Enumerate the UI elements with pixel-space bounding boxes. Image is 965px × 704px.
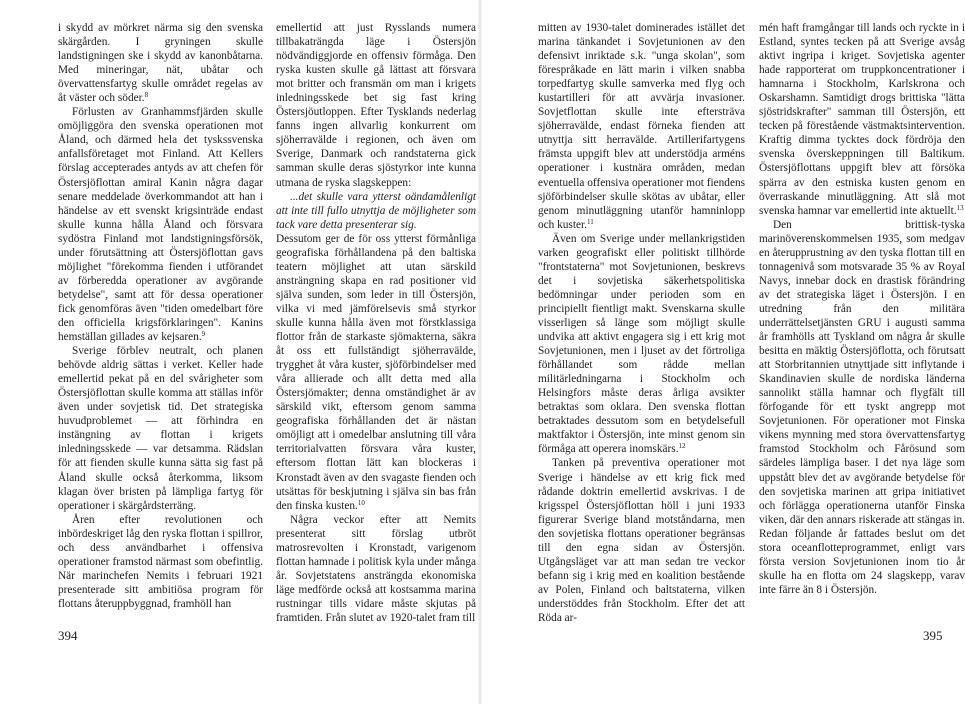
footnote-ref[interactable]: 13 bbox=[956, 203, 964, 212]
paragraph: emellertid att just Rysslands numera tillbakaträngda läge i Östersjön nödvändiggjorde en offensiv förmåga. Den ryska kusten skulle gå lättast att försvara mot britter och fransmän om man i krigets inledningsskede bet sig fast kring Östersjöutloppen. Efter Tysklands nederlag fanns ingen allvarlig konkurrent om sjöherravälde i regionen, och även om Sverige, Danmark och randstaterna gick samman skulle deras sjöstyrkor inte kunna utmana de ryska slagskeppen: bbox=[276, 22, 476, 189]
right-page-column-1 bbox=[538, 21, 745, 625]
paragraph: Sverige förblev neutralt, och planen behövde aldrig sättas i verket. Keller hade emellertid pekat på en del svårigheter som Östersjöflottan skulle komma att ställas inför även under sovjetisk tid. Det strategiska huvudproblemet — att förhindra en instängning av flottan i krigets inledningsskede — var detsamma. Rädslan för att fienden skulle kunna sätta sig fast på Åland skulle också återkomma, liksom klagan över bristen på lämpliga fartyg för operationer i skärgårdsterräng. bbox=[58, 345, 263, 512]
page-number-right: 395 bbox=[923, 628, 943, 643]
footnote-ref[interactable]: 8 bbox=[144, 91, 149, 100]
paragraph: Förlusten av Granhammsfjärden skulle omöjliggöra den svenska operationen mot Åland, och därmed hela det tyskssvenska anfallsföretaget mot Finland. Att Kellers förslag accepterades antyds av att chefen för Östersjöflottan amiral Kanin några dagar senare meddelade överkommandot att han i händelse av ett svenskt krigsinträde endast skulle kunna hålla Åland och försvara sydöstra Finland mot landstigningsförsök, under förutsättning att Östersjöflottan gavs möjlighet "förekomma fienden i utförandet av förberedda operationer av avgörande betydelse", samt att för dessa operationer fick genomföras även "tiden omedelbart före den officiella krigsförklaringen". Kanins hemställan gillades av kejsaren.$^9$ bbox=[58, 106, 263, 344]
paragraph: i skydd av mörkret närma sig den svenska skärgården. I gryningen skulle landstigningen ske i skydd av kanonbåtarna. Med mineringar, nät, ubåtar och övervattensfartyg skulle området regelas av åt väster och söder.$^8$ bbox=[58, 22, 263, 105]
footnote-ref[interactable]: 12 bbox=[678, 442, 686, 451]
paragraph: Tanken på preventiva operationer mot Sverige i händelse av ett krig fick med rådande doktrin emellertid avskrivas. I de krigsspel Östersjöflottan höll i juni 1933 figurerar Sverige bland motståndarna, men den sovjetiska flottans operationer begränsas till den egna sidan av Östersjön. Utgångsläget var att man sedan tre veckor befann sig i krig med en koalition bestående av Polen, Finland och baltstaterna, vilken understöddes från Stockholm. Efter det att Röda ar- bbox=[538, 457, 745, 624]
paragraph: Även om Sverige under mellankrigstiden varken geografiskt eller politiskt tillhörde "frontstaterna" mot Sovjetunionen, beskrevs det i sovjetiska säkerhetspolitiska bedömningar under perioden som en principiellt fientligt makt. Svenskarna skulle visserligen så länge som möjligt skulle undvika att aktivt engagera sig i ett krig mot Sovjetunionen, men i ljuset av det förtroliga förhållandet som rådde mellan militärledningarna i Stockholm och Helsingfors måste deras årliga avsikter betraktas som oklara. Den svenska flottan betraktades dessutom som en betydelsefull maktfaktor i Östersjön, inte minst genom sin förmåga att operera inomskärs.$^{12}$ bbox=[538, 232, 745, 456]
footnote-ref[interactable]: 9 bbox=[201, 330, 206, 339]
right-page-column-2 bbox=[759, 21, 965, 597]
footnote-ref[interactable]: 11 bbox=[586, 217, 594, 226]
left-page-column-1 bbox=[58, 21, 263, 611]
paragraph: Några veckor efter att Nemits presenterat sitt förslag utbröt matrosrevolten i Kronstadt, varigenom flottan hamnade i politisk kyla under många år. Sovjetstatens ansträngda ekonomiska läge medförde också att kostsamma marina rustningar tills vidare måste skjutas på framtiden. Från slutet av 1920-talet fram till bbox=[276, 513, 476, 624]
paragraph: mitten av 1930-talet dominerades istället det marina tänkandet i Sovjetunionen av den defensivt inriktade s.k. "unga skolan", som förespråkade en lätt marin i vilken snabba torpedfartyg skulle samverka med flyg och kustartilleri för att avvärja invasioner. Sovjetflottan skulle inte eftersträva sjöherravälde, endast förneka fienden att utnyttja sitt herravälde. Artillerifartygens främsta uppgift blev att understödja arméns operationer i kustnära områden, medan eventuella offensiva operationer mot fiendens sjöförbindelser skulle skötas av ubåtar, eller genom minutläggning utanför hamninlopp och kuster.$^{11}$ bbox=[538, 22, 745, 231]
book-gutter bbox=[478, 0, 482, 704]
block-quote: ...det skulle vara ytterst oändamålenligt att inte till fullo utnyttja de möjligheter som tack vare detta presenterar sig. bbox=[276, 190, 476, 231]
footnote-ref[interactable]: 10 bbox=[357, 498, 365, 507]
paragraph: Åren efter revolutionen och inbördeskriget låg den ryska flottan i spillror, och dess användbarhet i offensiva operationer framstod närmast som obefintlig. När marinchefen Nemits i februari 1921 presenterade sitt ambitiösa program för flottans återuppbyggnad, framhöll han bbox=[58, 513, 263, 610]
left-page-column-2 bbox=[276, 21, 476, 625]
page-number-left: 394 bbox=[58, 628, 78, 643]
paragraph: Dessutom ger de för oss ytterst förmånliga geografiska förhållandena på den baltiska teatern möjlighet att utan särskild ansträngning skapa en rad positioner vid själva sunden, som leder in till Östersjön, vilka vi med jämförelsevis små styrkor skulle kunna hålla även mot förstklassiga flottor från de starkaste sjömakterna, säkra åt oss ett fullständigt sjöherravälde, trygghet åt våra kuster, sjöförbindelser med våra allierade och allt detta med alla Östersjömakter; denna omständighet är av särskild vikt, eftersom genom samma geografiska förhållanden det är nästan omöjligt att i omedelbar anslutning till våra territorialvatten försvara våra kuster, eftersom flottan lätt kan blockeras i Kronstadt även av den svagaste fienden och utsättas för beskjutning i själva sin bas från den finska kusten.$^{10}$ bbox=[276, 232, 476, 512]
paragraph: mén haft framgångar till lands och ryckte in i Estland, syntes tecken på att Sverige avsåg aktivt ingripa i kriget. Sovjetiska agenter hade rapporterat om truppkoncentrationer i hamnarna i Stockholm, Karlskrona och Oskarshamn. Samtidigt drogs brittiska "lätta sjöstridskrafter" samman till Östersjön, ett tecken på förestående västmaktsintervention. Kraftig dimma tycktes dock fördröja den svenska överskeppningen till Baltikum. Östersjöflottans uppgift blev att försöka spärra av den estniska kusten genom en överraskande minutläggning. Att slå mot svenska hamnar var emellertid inte aktuellt.$^{13}$ bbox=[759, 22, 965, 217]
paragraph: Den brittisk-tyska marinöverenskommelsen 1935, som medgav en återupprustning av den tyska flottan till en tonnagenivå som motsvarade 35 % av Royal Navys, innebar dock en drastisk förändring av det strategiska läget i Östersjön. I en utredning från den militära underrättelsetjänsten GRU i augusti samma år framhölls att Tyskland om några år skulle besitta en mäktig Östersjöflotta, och förutsatt att Storbritannien utnyttjade sitt inflytande i Skandinavien skulle de nordiska länderna sannolikt ställa hamnar och flygfält till förfogande för ett tyskt angrepp mot Sovjetunionen. För operationer mot Finska vikens mynning med stora övervattensfartyg framstod Stockholm och Fårösund som särdeles lämpliga baser. I det nya läge som uppstått blev det av avgörande betydelse för den sovjetiska marinen att gripa initiativet och förlägga operationerna utanför Finska viken, där den annars riskerade att stängas in. Redan följande år fattades beslut om det stora oceanflotteprogrammet, enligt vars första version Sovjetunionen inom tio år skulle ha en flotta om 24 slagskepp, varav inte färre än 8 i Östersjön. bbox=[759, 218, 965, 596]
